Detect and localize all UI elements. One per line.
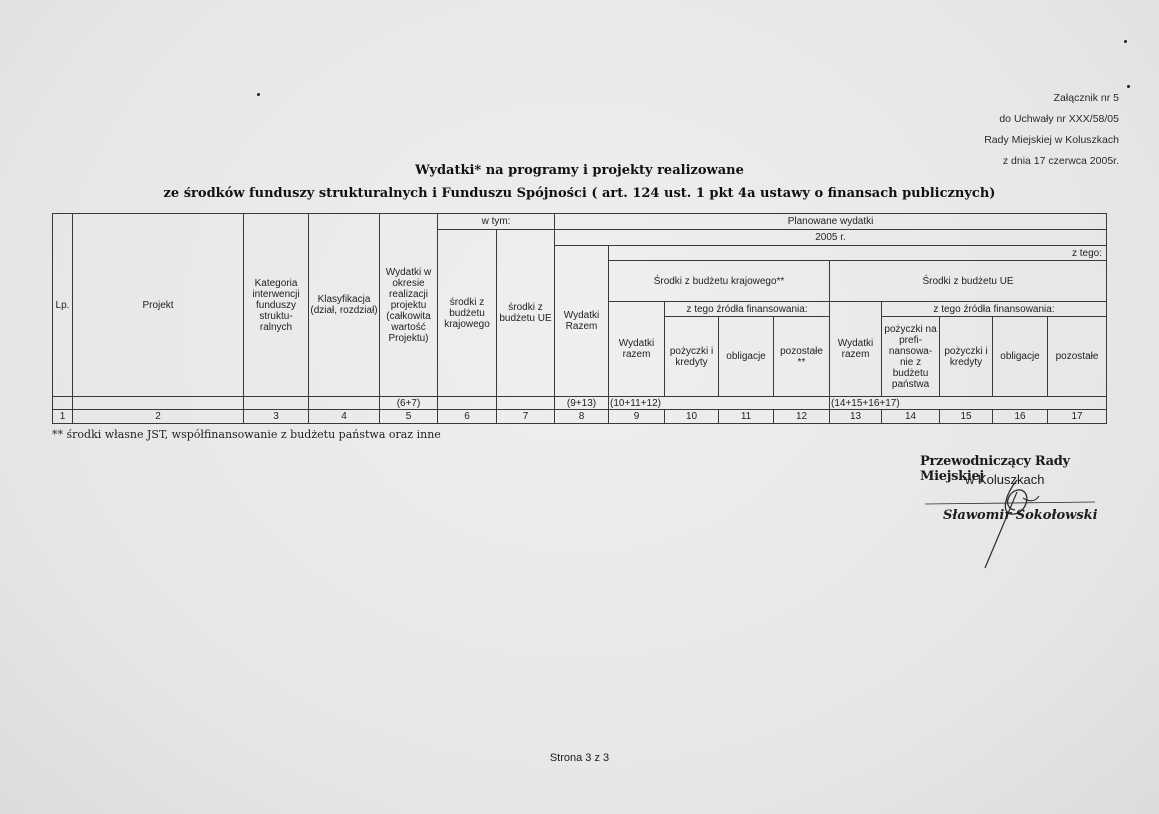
header-wydatki-razem-krajowe: Wydatki razem [609, 302, 665, 397]
formula-cell [244, 397, 309, 410]
header-obligacje-ue: obligacje [993, 317, 1048, 397]
attachment-line: Załącznik nr 5 [1053, 92, 1119, 104]
column-number: 4 [309, 410, 380, 424]
header-planowane: Planowane wydatki [555, 214, 1107, 230]
header-wydatki-okres: Wydatki w okresie realizacji projektu (całkowita wartość Projektu) [380, 214, 438, 397]
attachment-line: do Uchwały nr XXX/58/05 [999, 113, 1119, 125]
header-projekt: Projekt [73, 214, 244, 397]
header-pozyczki-prefinansowanie: pożyczki na prefi-nansowa-nie z budżetu państwa [882, 317, 940, 397]
signature-location: w Koluszkach [965, 472, 1045, 487]
formula-cell-8: (9+13) [555, 397, 609, 410]
column-number: 17 [1048, 410, 1107, 424]
formula-cell-13: (14+15+16+17) [830, 397, 1107, 410]
column-number: 14 [882, 410, 940, 424]
document-title: Wydatki* na programy i projekty realizowane [415, 163, 744, 178]
header-z-tego: z tego: [609, 246, 1107, 261]
scan-speck [257, 93, 260, 96]
attachment-note [984, 88, 1119, 172]
column-number: 7 [497, 410, 555, 424]
header-lp: Lp. [53, 214, 73, 397]
column-number: 12 [774, 410, 830, 424]
formula-cell [309, 397, 380, 410]
header-srodki-krajowe: środki z budżetu krajowego [438, 230, 497, 397]
header-zrodla-krajowe: z tego źródła finansowania: [665, 302, 830, 317]
header-zrodla-ue: z tego źródła finansowania: [882, 302, 1107, 317]
header-pozyczki-kredyty-krajowe: pożyczki i kredyty [665, 317, 719, 397]
column-number: 9 [609, 410, 665, 424]
attachment-line: z dnia 17 czerwca 2005r. [1002, 155, 1119, 167]
column-number: 10 [665, 410, 719, 424]
formula-cell-5: (6+7) [380, 397, 438, 410]
formula-row [53, 397, 1107, 410]
formula-cell [53, 397, 73, 410]
scan-speck [1127, 85, 1130, 88]
header-srodki-ue: środki z budżetu UE [497, 230, 555, 397]
column-number: 1 [53, 410, 73, 424]
header-wydatki-razem: Wydatki Razem [555, 246, 609, 397]
header-klasyfikacja: Klasyfikacja (dział, rozdział) [309, 214, 380, 397]
header-budzet-ue: Środki z budżetu UE [830, 261, 1107, 302]
header-wydatki-razem-ue: Wydatki razem [830, 302, 882, 397]
column-number: 11 [719, 410, 774, 424]
column-number-row [53, 410, 1107, 424]
signature-block [905, 450, 1125, 580]
column-number: 2 [73, 410, 244, 424]
formula-cell [438, 397, 497, 410]
header-kategoria: Kategoria interwencji funduszy struktu-ralnych [244, 214, 309, 397]
attachment-line: Rady Miejskiej w Koluszkach [984, 134, 1119, 146]
signature-title: Przewodniczący Rady Miejskiej [920, 454, 1070, 484]
header-rok: 2005 r. [555, 230, 1107, 246]
header-obligacje-krajowe: obligacje [719, 317, 774, 397]
formula-cell-9: (10+11+12) [609, 397, 830, 410]
header-pozostale-ue: pozostałe [1048, 317, 1107, 397]
header-pozostale-krajowe: pozostałe ** [774, 317, 830, 397]
column-number: 3 [244, 410, 309, 424]
column-number: 13 [830, 410, 882, 424]
page-number: Strona 3 z 3 [549, 752, 610, 764]
column-number: 6 [438, 410, 497, 424]
header-w-tym: w tym: [438, 214, 555, 230]
column-number: 5 [380, 410, 438, 424]
signature-name: Sławomir Sokołowski [943, 508, 1098, 523]
column-number: 15 [940, 410, 993, 424]
footnote: ** środki własne JST, współfinansowanie z budżetu państwa oraz inne [52, 428, 441, 441]
formula-cell [497, 397, 555, 410]
scan-speck [1124, 40, 1127, 43]
header-pozyczki-kredyty-ue: pożyczki i kredyty [940, 317, 993, 397]
column-number: 16 [993, 410, 1048, 424]
header-budzet-krajowy: Środki z budżetu krajowego** [609, 261, 830, 302]
formula-cell [73, 397, 244, 410]
document-subtitle: ze środków funduszy strukturalnych i Funduszu Spójności ( art. 124 ust. 1 pkt 4a ustawy o finansach publicznych) [163, 186, 996, 201]
expenditure-table [52, 213, 1107, 424]
column-number: 8 [555, 410, 609, 424]
